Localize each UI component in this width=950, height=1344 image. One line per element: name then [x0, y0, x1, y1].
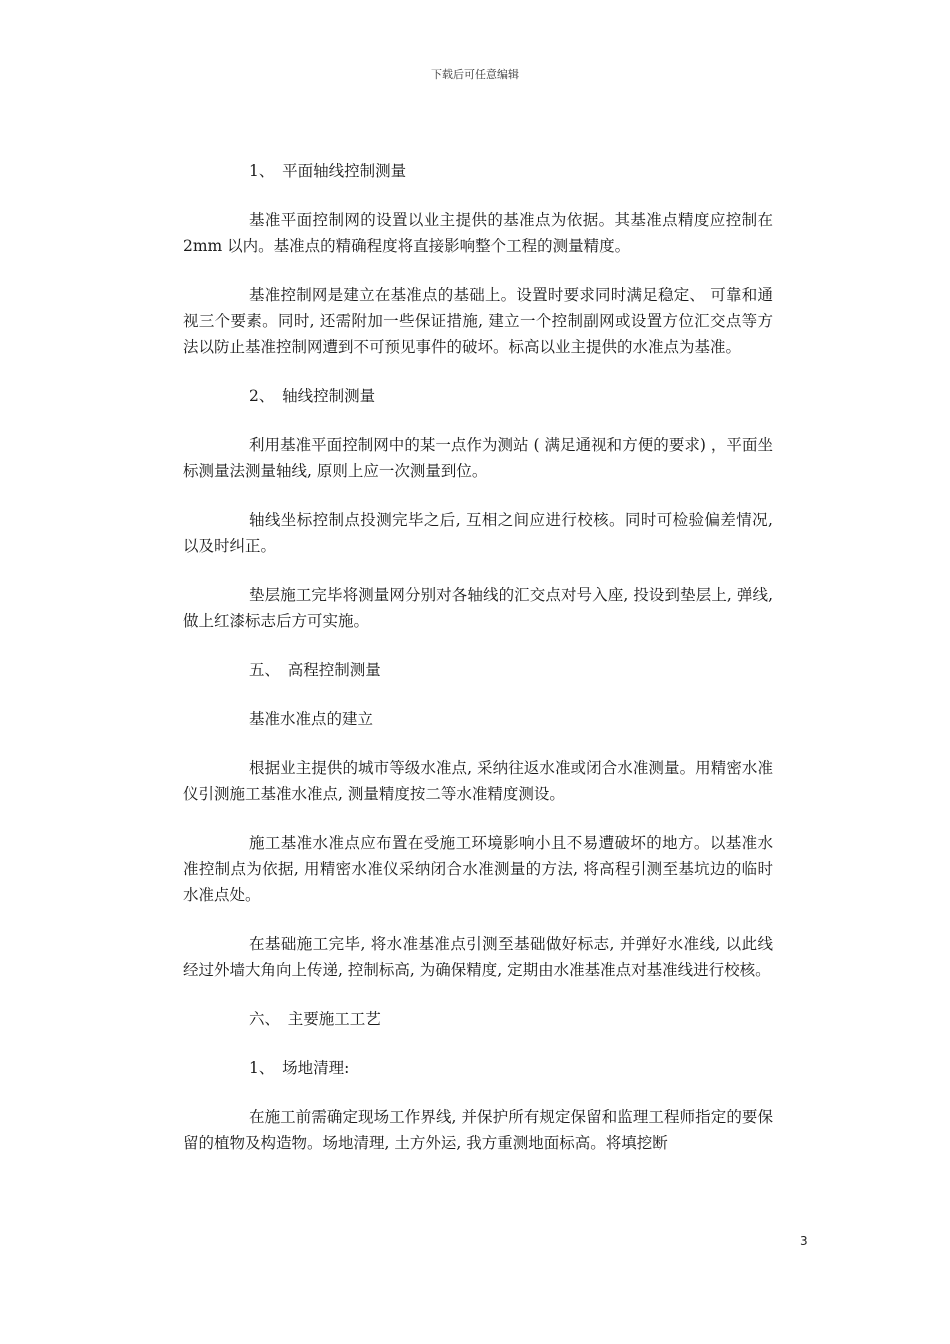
section-heading: 2、 轴线控制测量: [249, 387, 376, 405]
paragraph: 轴线坐标控制点投测完毕之后, 互相之间应进行校核。同时可检验偏差情况, 以及时纠正。: [183, 511, 773, 555]
paragraph: 在基础施工完毕, 将水准基准点引测至基础做好标志, 并弹好水准线, 以此线经过外墙大角向上传递, 控制标高, 为确保精度, 定期由水准基准点对基准线进行校核。: [183, 935, 773, 979]
paragraph: 垫层施工完毕将测量网分别对各轴线的汇交点对号入座, 投设到垫层上, 弹线, 做上红漆标志后方可实施。: [183, 586, 773, 630]
paragraph: 在施工前需确定现场工作界线, 并保护所有规定保留和监理工程师指定的要保留的植物及构造物。场地清理, 土方外运, 我方重测地面标高。将填挖断: [183, 1108, 773, 1152]
paragraph: 基准控制网是建立在基准点的基础上。设置时要求同时满足稳定、 可靠和通视三个要素。同时, 还需附加一些保证措施, 建立一个控制副网或设置方位汇交点等方法以防止基准控制网遭到不可预见事件的破坏。标高以业主提供的水准点为基准。: [183, 286, 773, 356]
page-header: 下载后可任意编辑: [431, 68, 519, 81]
section-heading: 1、 平面轴线控制测量: [249, 162, 407, 180]
subsection-heading: 基准水准点的建立: [249, 710, 374, 728]
paragraph: 基准平面控制网的设置以业主提供的基准点为依据。其基准点精度应控制在 2mm 以内。基准点的精确程度将直接影响整个工程的测量精度。: [183, 211, 773, 255]
page-number: 3: [800, 1234, 808, 1248]
paragraph: 利用基准平面控制网中的某一点作为测站 ( 满足通视和方便的要求) ，平面坐标测量法测量轴线, 原则上应一次测量到位。: [183, 436, 773, 480]
section-heading: 五、 高程控制测量: [249, 661, 381, 679]
paragraph: 根据业主提供的城市等级水准点, 采纳往返水准或闭合水准测量。用精密水准仪引测施工基准水准点, 测量精度按二等水准精度测设。: [183, 759, 773, 803]
subsection-heading: 1、 场地清理:: [249, 1059, 350, 1077]
document-body: [183, 158, 773, 1156]
section-heading: 六、 主要施工工艺: [249, 1010, 381, 1028]
paragraph: 施工基准水准点应布置在受施工环境影响小且不易遭破坏的地方。以基准水准控制点为依据, 用精密水准仪采纳闭合水准测量的方法, 将高程引测至基坑边的临时水准点处。: [183, 834, 773, 904]
